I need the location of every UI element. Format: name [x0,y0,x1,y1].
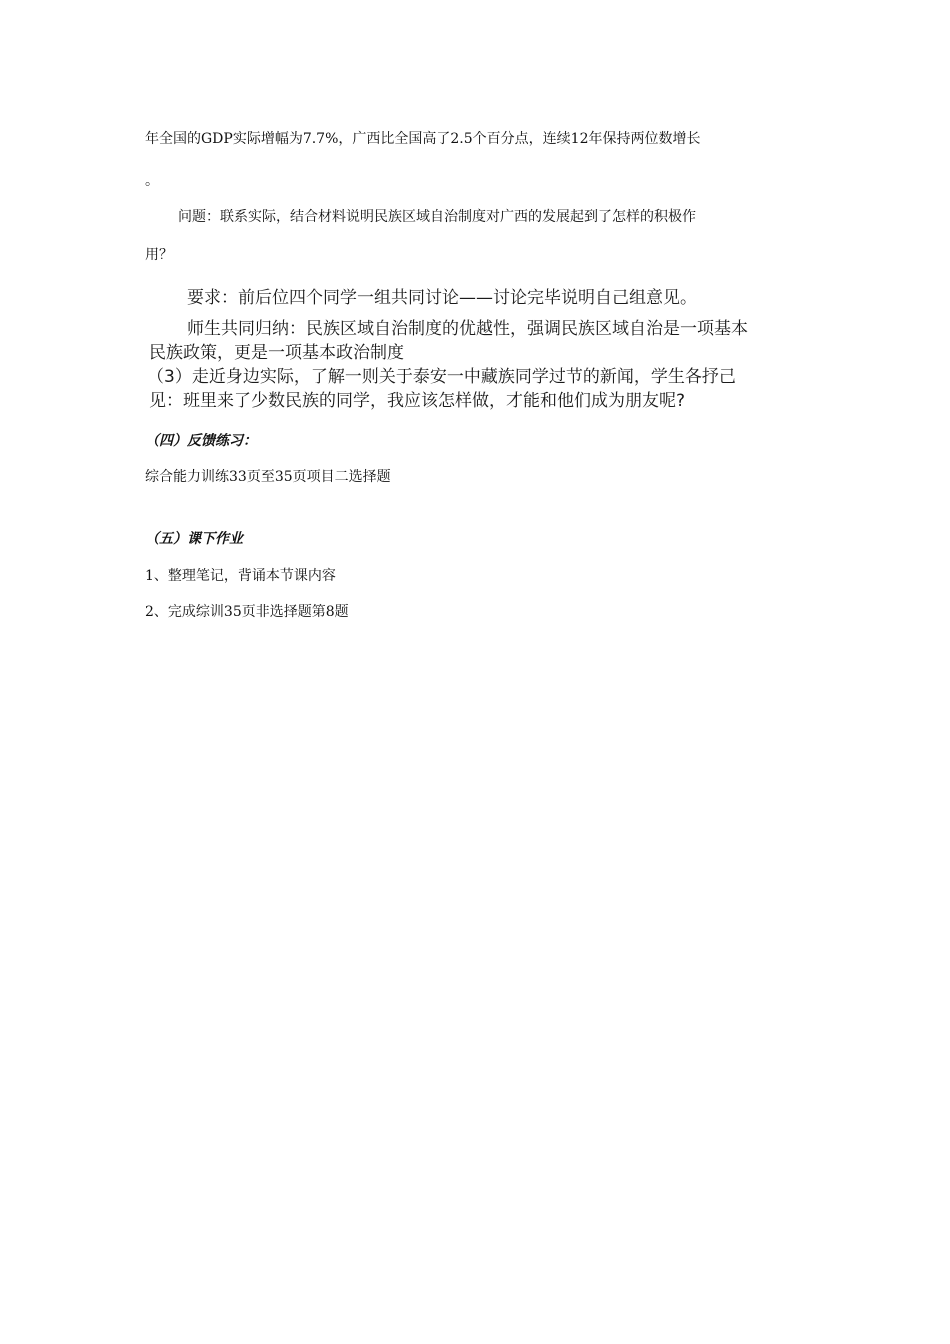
summary-line: 民族政策，更是一项基本政治制度 [149,343,404,363]
section-4-text: 综合能力训练33页至35页项目二选择题 [145,469,391,485]
question-line: 问题：联系实际，结合材料说明民族区域自治制度对广西的发展起到了怎样的积极作 [178,209,696,225]
question-line: 用？ [145,247,173,263]
paragraph-line: 。 [145,173,159,189]
item-3-line: 见：班里来了少数民族的同学，我应该怎样做，才能和他们成为朋友呢? [149,391,686,411]
section-4-heading: （四）反馈练习： [145,433,257,449]
summary-line: 师生共同归纳：民族区域自治制度的优越性，强调民族区域自治是一项基本 [187,319,748,339]
homework-item: 1、整理笔记，背诵本节课内容 [145,568,336,584]
paragraph-line: 年全国的GDP实际增幅为7.7%，广西比全国高了2.5个百分点，连续12年保持两位数增长 [145,131,701,147]
section-5-heading: （五）课下作业 [145,531,243,547]
requirement-text: 要求：前后位四个同学一组共同讨论——讨论完毕说明自己组意见。 [187,288,697,308]
homework-item: 2、完成综训35页非选择题第8题 [145,604,349,620]
item-3-line: （3）走近身边实际，了解一则关于泰安一中藏族同学过节的新闻，学生各抒己 [147,367,736,387]
